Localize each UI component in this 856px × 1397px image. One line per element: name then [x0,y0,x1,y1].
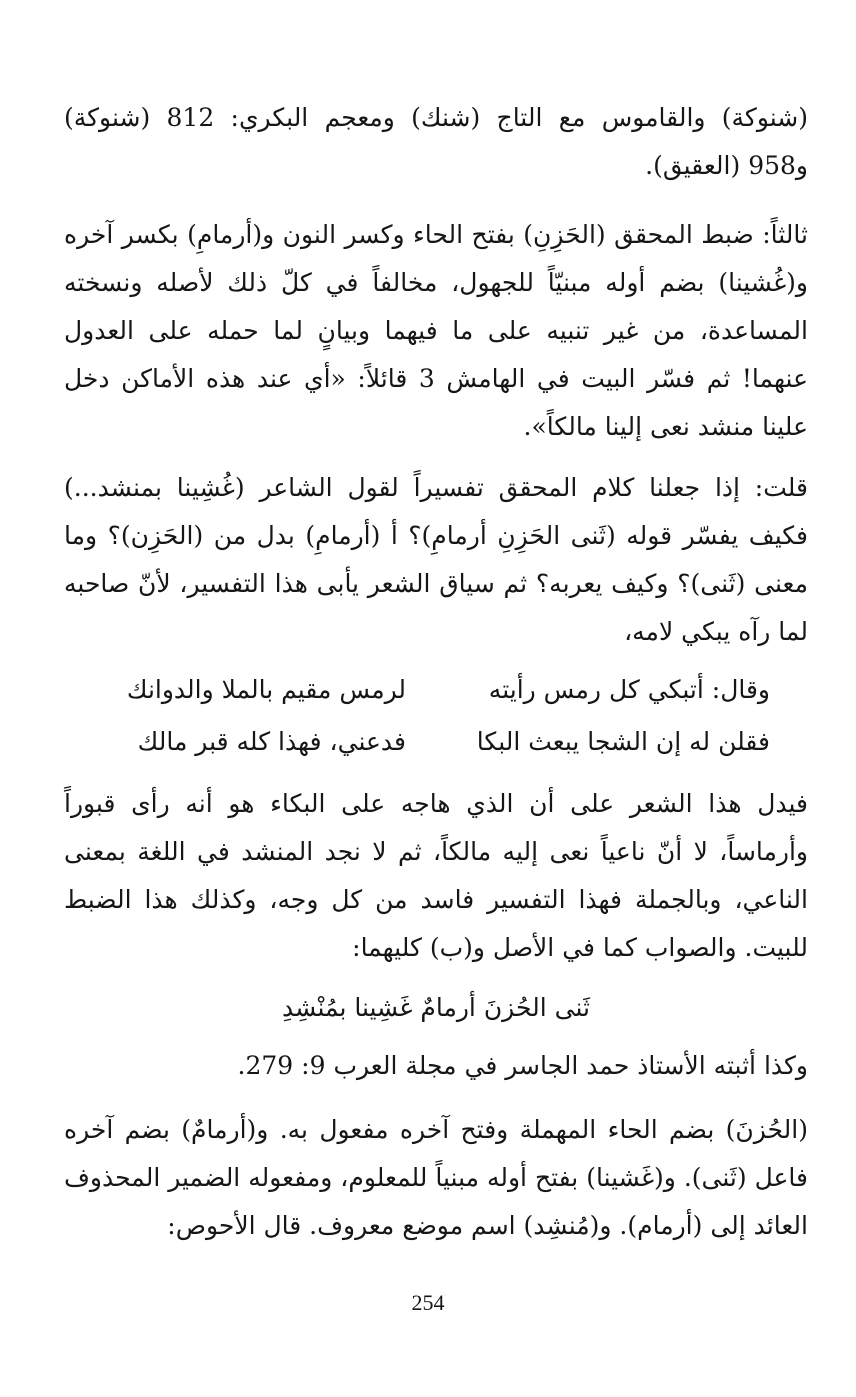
paragraph-objection: قلت: إذا جعلنا كلام المحقق تفسيراً لقول الشاعر (غُشِينا بمنشد...) فكيف يفسّر قوله (ثَنى الحَزِنِ أرمامِ)؟ أ (أرمامِ) بدل من (الحَزِن)؟ وما معنى (ثَنى)؟ وكيف يعربه؟ ثم سياق الشعر يأبى هذا التفسير، لأنّ صاحبه لما رآه يبكي لامه، [64,473,808,646]
verse-1-second-hemistich: لرمس مقيم بالملا والدوانك [126,675,406,704]
paragraph-conclusion: فيدل هذا الشعر على أن الذي هاجه على البكاء هو أنه رأى قبوراً وأرماساً، لا أنّ ناعياً نعى إليه مالكاً، ثم لا نجد المنشد في اللغة بمعنى الناعي، وبالجملة فهذا التفسير فاسد من كل وجه، وكذلك هذا الضبط للبيت. والصواب كما في الأصل و(ب) كليهما: [64,789,808,962]
paragraph-jasser-reference: وكذا أثبته الأستاذ حمد الجاسر في مجلة العرب 9: 279. [237,1051,808,1080]
page-number: 254 [411,1290,445,1315]
corrected-verse: ثَنى الحُزنَ أرمامٌ غَشِينا بمُنْشِدِ [282,993,590,1022]
verse-2-first-hemistich: فقلن له إن الشجا يبعث البكا [476,727,770,756]
paragraph-references: (شنوكة) والقاموس مع التاج (شنك) ومعجم البكري: 812 (شنوكة) و958 (العقيق). [64,103,808,180]
paragraph-third-point: ثالثاً: ضبط المحقق (الحَزِنِ) بفتح الحاء وكسر النون و(أرمامِ) بكسر آخره و(غُشينا) بضم أوله مبنيّاً للجهول، مخالفاً في كلّ ذلك لأصله ونسخته المساعدة، من غير تنبيه على ما فيهما وبيانٍ لما حمله على العدول عنهما! ثم فسّر البيت في الهامش 3 قائلاً: «أي عند هذه الأماكن دخل علينا منشد نعى إلينا مالكاً». [64,220,808,441]
verse-1-first-hemistich: وقال: أتبكي كل رمس رأيته [488,675,770,704]
verse-2-second-hemistich: فدعني، فهذا كله قبر مالك [137,727,406,756]
paragraph-grammar-explanation: (الحُزنَ) بضم الحاء المهملة وفتح آخره مفعول به. و(أرمامٌ) بضم آخره فاعل (ثَنى). و(غَشينا) بفتح أوله مبنياً للمعلوم، ومفعوله الضمير المحذوف العائد إلى (أرمام). و(مُنشِد) اسم موضع معروف. قال الأحوص: [64,1115,808,1240]
